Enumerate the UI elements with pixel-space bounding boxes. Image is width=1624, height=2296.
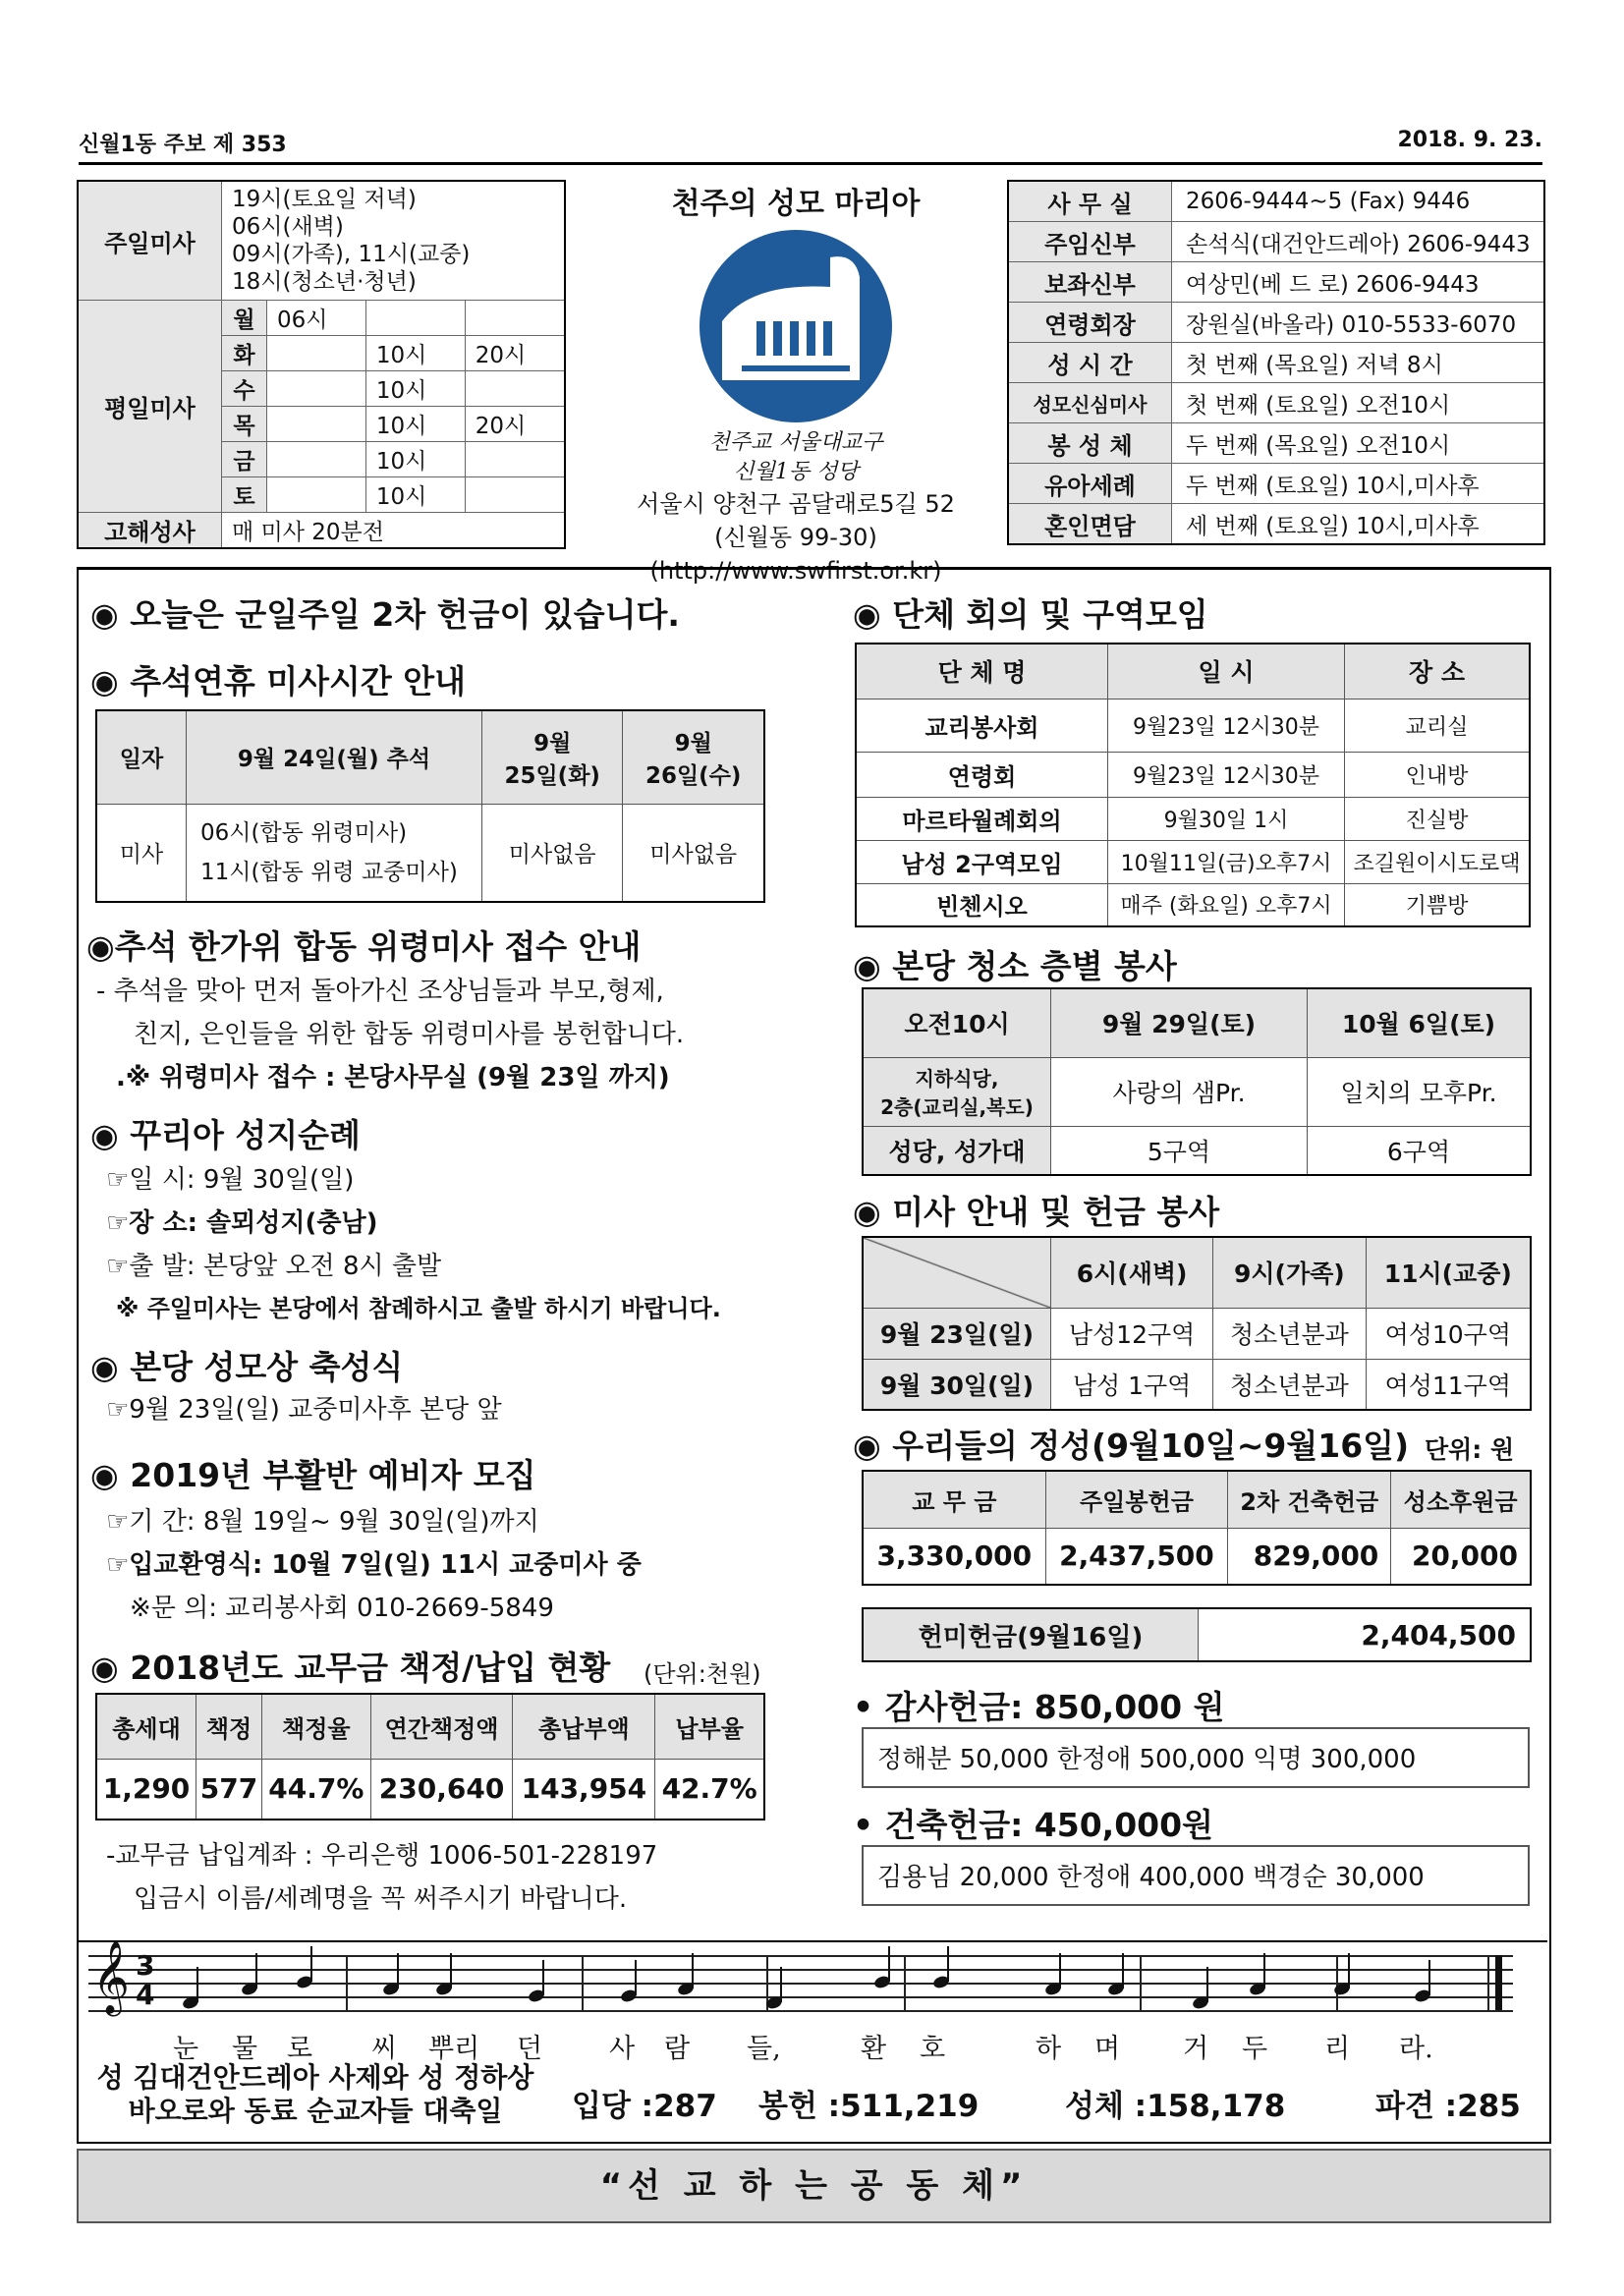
meetings-heading: ◉ 단체 회의 및 구역모임 [853,595,1208,634]
weekday: 수 [222,371,267,407]
table-header: 오전10시 [863,988,1051,1057]
mass-times-table [77,180,566,549]
treble-clef-icon: 𝄞 [92,1941,130,2014]
table-cell: 일치의 모후Pr. [1308,1057,1532,1126]
catechumen-contact: ※문 의: 교리봉사회 010-2669-5849 [130,1594,554,1623]
table-header: 총납부액 [513,1694,655,1759]
table-header: 납부율 [655,1694,764,1759]
office-value: 손석식(대건안드레아) 2606-9443 [1172,222,1545,262]
memorial-deadline: .※ 위령미사 접수 : 본당사무실 (9월 23일 까지) [116,1063,670,1092]
bulletin-issue: 신월1동 주보 제 353 [79,133,287,157]
weekday: 목 [222,407,267,442]
pilgrimage-place: ☞장 소: 솔뫼성지(충남) [106,1208,378,1238]
office-value: 장원실(바올라) 010-5533-6070 [1172,303,1545,343]
time-cell [267,442,366,477]
mass-service-heading: ◉ 미사 안내 및 헌금 봉사 [853,1193,1220,1231]
office-label: 성 시 간 [1008,343,1172,383]
catechumen-heading: ◉ 2019년 부활반 예비자 모집 [90,1456,536,1494]
time-cell [267,371,366,407]
table-cell: 성당, 성가대 [863,1126,1051,1175]
table-cell: 여성11구역 [1366,1359,1531,1410]
table-header: 성소후원금 [1391,1471,1531,1528]
statue-blessing-text: ☞9월 23일(일) 교중미사후 본당 앞 [106,1395,502,1425]
table-cell: 230,640 [370,1759,513,1820]
time-cell [465,371,565,407]
memorial-text: - 추석을 맞아 먼저 돌아가신 조상님들과 부모,형제, [96,977,664,1006]
weekday-mass-label: 평일미사 [78,301,222,513]
table-cell: 2,404,500 [1199,1608,1532,1661]
cell-line: 지하식당, [915,1067,999,1091]
pilgrimage-departure: ☞출 발: 본당앞 오전 8시 출발 [106,1252,442,1281]
notice-offering: ◉ 오늘은 군일주일 2차 헌금이 있습니다. [90,595,680,634]
table-cell: 9월 23일(일) [863,1308,1051,1359]
church-address-2: (신월동 99-30) [714,524,877,551]
table-cell: 577 [196,1759,262,1820]
time-cell [365,301,465,336]
office-value: 첫 번째 (토요일) 오전10시 [1172,383,1545,423]
dues-table [95,1693,765,1820]
sunday-time: 19시(토요일 저녁) [232,187,417,212]
time-cell [267,477,366,513]
lyric-syllable: 거 [1183,2034,1209,2064]
lyric-syllable: 들, [747,2034,781,2064]
lyric-syllable: 리 [1324,2034,1351,2064]
lyric-syllable: 뿌리 [428,2034,480,2064]
header-line: 9월 [533,730,572,756]
table-cell: 청소년분과 [1213,1359,1366,1410]
diocese-signature: 천주교 서울대교구 [708,430,883,455]
note-stem [397,1953,399,1988]
chuseok-mass-table [95,709,765,903]
time-bottom: 4 [136,1979,155,2011]
time-cell: 10시 [365,407,465,442]
chuseok-heading: ◉ 추석연휴 미사시간 안내 [90,662,467,700]
cleaning-table [862,987,1532,1176]
lyric-syllable: 물 [232,2034,258,2064]
feast-line: 성 김대건안드레아 사제와 성 정하상 [96,2061,534,2094]
feast-line: 바오로와 동료 순교자들 대축일 [128,2095,503,2127]
office-label: 봉 성 체 [1008,423,1172,464]
table-cell: 20,000 [1391,1528,1531,1585]
table-cell: 3,330,000 [863,1528,1045,1585]
header-line: 25일(화) [504,762,600,789]
statue-blessing-heading: ◉ 본당 성모상 축성식 [90,1348,404,1386]
parish-signature: 신월1동 성당 [733,460,859,484]
time-cell: 20시 [465,407,565,442]
time-cell: 20시 [465,336,565,371]
table-header: 장 소 [1345,644,1531,699]
dues-account: -교무금 납입계좌 : 우리은행 1006-501-228197 [106,1841,658,1871]
table-cell: 연령회 [856,752,1108,797]
header-line: 26일(수) [644,762,742,789]
table-header: 일자 [96,710,187,804]
lyric-syllable: 며 [1094,2034,1121,2064]
table-cell: 829,000 [1228,1528,1391,1585]
note-stem [1122,1953,1124,1988]
diagonal-cell [863,1237,1051,1308]
table-header: 9월 29일(토) [1051,988,1308,1057]
table-header: 연간책정액 [370,1694,513,1759]
table-header: 헌미헌금(9월16일) [863,1608,1199,1661]
office-label: 주임신부 [1008,222,1172,262]
time-cell: 10시 [365,442,465,477]
table-cell: 여성10구역 [1366,1308,1531,1359]
table-header: 9월 24일(월) 추석 [187,710,482,804]
office-label: 사 무 실 [1008,181,1172,222]
office-label: 성모신심미사 [1008,383,1172,423]
table-cell [863,1057,1051,1126]
table-header: 총세대 [96,1694,196,1759]
office-label: 보좌신부 [1008,262,1172,303]
memorial-text: 친지, 은인들을 위한 합동 위령미사를 봉헌합니다. [134,1020,685,1049]
weekday: 화 [222,336,267,371]
table-cell: 143,954 [513,1759,655,1820]
lyric-syllable: 사 [609,2034,636,2064]
note-stem [692,1953,694,1988]
footer-motto: “선 교 하 는 공 동 체” [77,2149,1551,2223]
building-offering-donors: 김용님 20,000 한정애 400,000 백경순 30,000 [862,1845,1530,1906]
sunday-mass-label: 주일미사 [78,181,222,301]
office-info-table [1007,180,1545,545]
dues-unit: (단위:천원) [644,1660,761,1688]
table-cell: 남성12구역 [1051,1308,1213,1359]
bulletin-date: 2018. 9. 23. [1397,128,1542,152]
time-cell: 06시 [267,301,366,336]
table-header [623,710,764,804]
time-cell [267,336,366,371]
table-cell: 조길원이시도로댁 [1345,840,1531,883]
lyric-syllable: 씨 [371,2034,398,2064]
table-header: 책정율 [262,1694,371,1759]
pilgrimage-date: ☞일 시: 9월 30일(일) [106,1165,355,1195]
table-header: 교 무 금 [863,1471,1045,1528]
sunday-time: 09시(가족), 11시(교중) [232,242,471,267]
note-stem [255,1953,257,1988]
office-label: 혼인면담 [1008,504,1172,545]
table-cell: 9월23일 12시30분 [1108,699,1345,752]
note-stem [1206,1967,1208,2002]
time-cell [465,477,565,513]
table-cell: 42.7% [655,1759,764,1820]
pilgrimage-heading: ◉ 꾸리아 성지순례 [90,1116,361,1154]
office-value: 세 번째 (토요일) 10시,미사후 [1172,504,1545,545]
table-cell: 빈첸시오 [856,883,1108,926]
table-cell: 마르타월례회의 [856,797,1108,840]
time-cell [267,407,366,442]
table-cell: 9월 30일(일) [863,1359,1051,1410]
lyric-syllable: 라. [1399,2034,1433,2064]
table-cell: 6구역 [1308,1126,1532,1175]
rice-offering-table [862,1607,1532,1662]
note-stem [888,1946,890,1982]
table-header: 6시(새벽) [1051,1237,1213,1308]
office-label: 연령회장 [1008,303,1172,343]
note-stem [780,1967,782,2002]
church-logo-block [580,177,1012,588]
offerings-table [862,1470,1532,1586]
table-cell: 청소년분과 [1213,1308,1366,1359]
time-cell: 10시 [365,371,465,407]
sunday-time: 06시(새벽) [232,214,344,240]
table-header: 11시(교중) [1366,1237,1531,1308]
memorial-mass-heading: ◉추석 한가위 합동 위령미사 접수 안내 [86,927,642,966]
lyric-syllable: 두 [1242,2034,1268,2064]
church-address: 서울시 양천구 곰달래로5길 52 [637,490,955,518]
stat-entrance: 입당 :287 [572,2089,717,2124]
note-stem [1263,1953,1265,1988]
bulletin-header [79,128,1542,165]
table-cell: 미사 [96,804,187,902]
table-cell: 5구역 [1051,1126,1308,1175]
mass-line: 11시(합동 위령 교중미사) [200,859,458,885]
table-cell: 미사없음 [623,804,764,902]
note-stem [1059,1953,1061,1988]
table-cell: 10월11일(금)오후7시 [1108,840,1345,883]
lyric-syllable: 호 [920,2034,946,2064]
table-header: 책정 [196,1694,262,1759]
table-header [482,710,623,804]
weekday: 토 [222,477,267,513]
note-stem [947,1946,949,1982]
table-header: 2차 건축헌금 [1228,1471,1391,1528]
note-stem [1348,1953,1350,1988]
note-stem [310,1946,312,1982]
table-cell: 남성 2구역모임 [856,840,1108,883]
office-value: 첫 번째 (목요일) 저녁 8시 [1172,343,1545,383]
stat-dismissal: 파견 :285 [1375,2089,1521,2124]
cell-line: 2층(교리실,복도) [880,1095,1034,1119]
table-header: 일 시 [1108,644,1345,699]
mass-service-table [862,1236,1532,1411]
note-stem [635,1960,637,1995]
stat-communion: 성체 :158,178 [1065,2089,1286,2124]
note-stem [196,1967,198,2002]
table-cell: 1,290 [96,1759,196,1820]
thanks-offering-donors: 정해분 50,000 한정애 500,000 익명 300,000 [862,1727,1530,1788]
music-staff [88,1941,1513,2024]
table-cell: 미사없음 [482,804,623,902]
note-stem [450,1953,452,1988]
divider [77,1940,1547,1942]
note-stem [1428,1960,1430,1995]
time-cell: 10시 [365,336,465,371]
table-cell: 교리봉사회 [856,699,1108,752]
lyric-syllable: 로 [287,2034,313,2064]
time-cell [465,301,565,336]
time-cell [465,442,565,477]
table-header: 9시(가족) [1213,1237,1366,1308]
weekday: 월 [222,301,267,336]
note-stem [542,1960,544,1995]
table-cell: 기쁨방 [1345,883,1531,926]
offerings-unit: 단위: 원 [1425,1435,1515,1464]
lyric-syllable: 눈 [173,2034,199,2064]
church-patron: 천주의 성모 마리아 [671,187,921,221]
church-website-link[interactable]: (http://www.swfirst.or.kr) [649,557,942,585]
catechumen-welcome: ☞입교환영식: 10월 7일(일) 11시 교중미사 중 [106,1550,642,1580]
table-header: 10월 6일(토) [1308,988,1532,1057]
header-line: 9월 [674,730,712,756]
dues-note: 입금시 이름/세례명을 꼭 써주시기 바랍니다. [134,1884,628,1914]
catechumen-period: ☞기 간: 8월 19일~ 9월 30일(일)까지 [106,1507,539,1537]
offerings-heading: ◉ 우리들의 정성(9월10일~9월16일) [853,1427,1410,1465]
lyric-syllable: 람 [664,2034,691,2064]
office-value: 두 번째 (목요일) 오전10시 [1172,423,1545,464]
meetings-table [855,643,1531,927]
pilgrimage-note: ※ 주일미사는 본당에서 참례하시고 출발 하시기 바랍니다. [116,1295,721,1322]
church-logo-icon [683,228,909,424]
table-header: 단 체 명 [856,644,1108,699]
confession-label: 고해성사 [78,513,222,549]
mass-line: 06시(합동 위령미사) [200,819,408,846]
table-cell: 9월23일 12시30분 [1108,752,1345,797]
table-cell: 진실방 [1345,797,1531,840]
cleaning-heading: ◉ 본당 청소 층별 봉사 [853,947,1177,985]
lyric-syllable: 환 [861,2034,887,2064]
time-signature [136,1951,154,2010]
table-cell: 44.7% [262,1759,371,1820]
office-label: 유아세례 [1008,464,1172,504]
sunday-time: 18시(청소년·청년) [232,269,417,295]
weekday: 금 [222,442,267,477]
table-cell [187,804,482,902]
thanks-offering-heading: • 감사헌금: 850,000 원 [853,1688,1225,1726]
table-cell: 인내방 [1345,752,1531,797]
confession-value: 매 미사 20분전 [222,513,566,549]
time-cell: 10시 [365,477,465,513]
feast-name [94,2061,536,2128]
lyric-syllable: 하 [1036,2034,1062,2064]
office-value: 두 번째 (토요일) 10시,미사후 [1172,464,1545,504]
table-cell: 교리실 [1345,699,1531,752]
dues-heading: ◉ 2018년도 교무금 책정/납입 현황 [90,1649,611,1687]
table-cell: 9월30일 1시 [1108,797,1345,840]
table-header: 주일봉헌금 [1045,1471,1228,1528]
table-cell: 2,437,500 [1045,1528,1228,1585]
table-cell: 사랑의 샘Pr. [1051,1057,1308,1126]
time-top: 3 [136,1949,155,1982]
office-value: 2606-9444~5 (Fax) 9446 [1172,181,1545,222]
stat-offertory: 봉헌 :511,219 [758,2089,980,2124]
office-value: 여상민(베 드 로) 2606-9443 [1172,262,1545,303]
table-cell: 매주 (화요일) 오후7시 [1108,883,1345,926]
building-offering-heading: • 건축헌금: 450,000원 [853,1806,1213,1844]
lyric-syllable: 던 [517,2034,543,2064]
table-cell: 남성 1구역 [1051,1359,1213,1410]
